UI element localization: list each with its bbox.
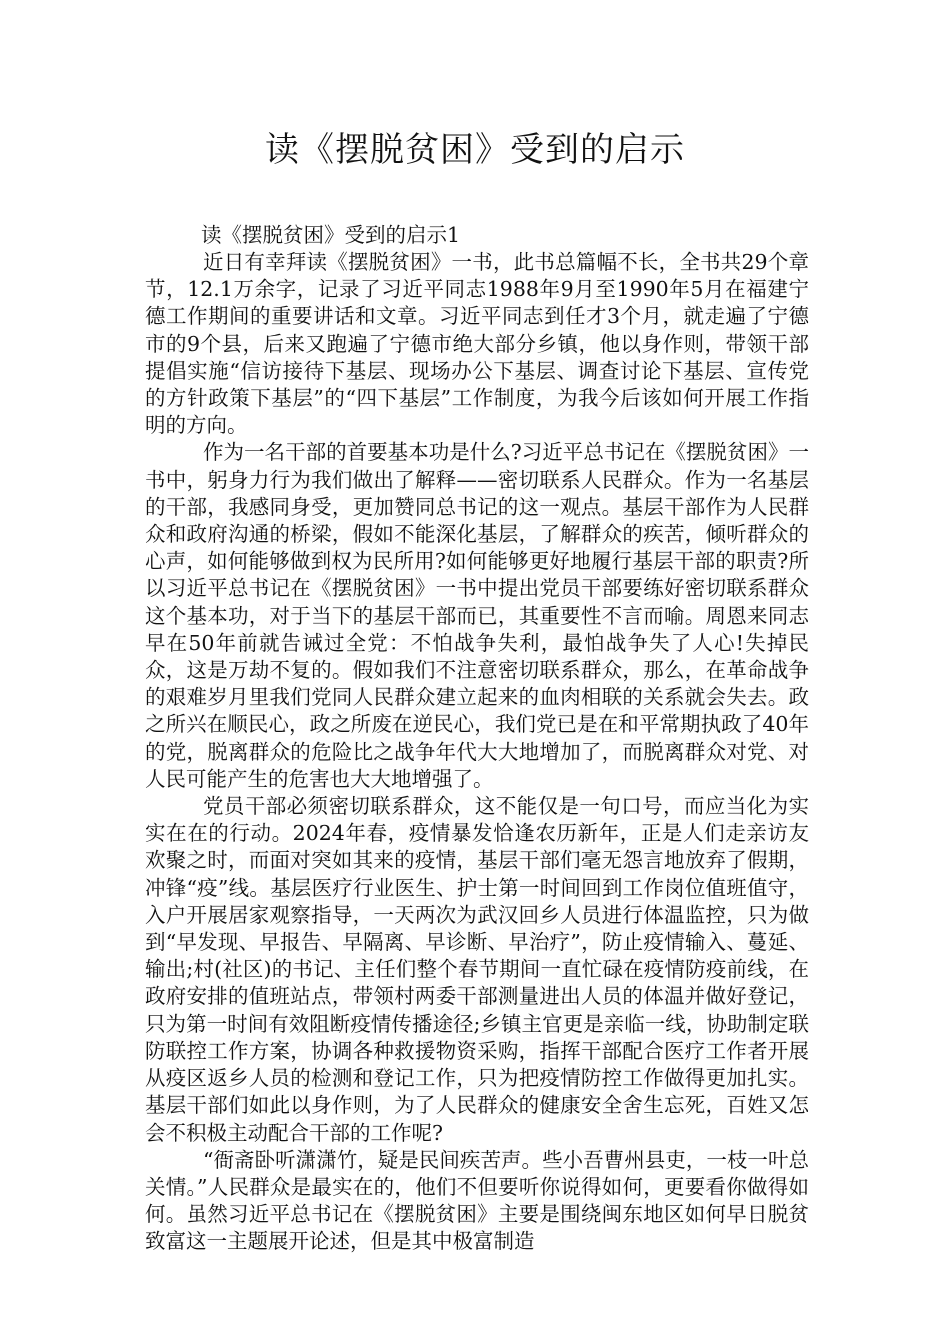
document-title: 读《摆脱贫困》受到的启示 [265, 130, 685, 170]
section-heading: 读《摆脱贫困》受到的启示1 [201, 223, 461, 247]
paragraph-3: 党员干部必须密切联系群众，这不能仅是一句口号，而应当化为实实在在的行动。2024年春，疫情暴发恰逢农历新年，正是人们走亲访友欢聚之时，而面对突如其来的疫情，基层干部们毫无怨言地放弃了假期，冲锋“疫”线。基层医疗行业医生、护士第一时间回到工作岗位值班值守，入户开展居家观察指导，一天两次为武汉回乡人员进行体温监控，只为做到“早发现、早报告、早隔离、早诊断、早治疗”，防止疫情输入、蔓延、输出;村(社区)的书记、主任们整个春节期间一直忙碌在疫情防疫前线，在政府安排的值班站点，带领村两委干部测量进出人员的体温并做好登记，只为第一时间有效阻断疫情传播途径;乡镇主官更是亲临一线，协助制定联防联控工作方案，协调各种救援物资采购，指挥干部配合医疗工作者开展从疫区返乡人员的检测和登记工作，只为把疫情防控工作做得更加扎实。基层干部们如此以身作则，为了人民群众的健康安全舍生忘死，百姓又怎会不积极主动配合干部的工作呢? [145, 794, 809, 1145]
paragraph-4: “衙斋卧听潇潇竹，疑是民间疾苦声。些小吾曹州县吏，一枝一叶总关情。”人民群众是最实在的，他们不但要听你说得如何，更要看你做得如何。虽然习近平总书记在《摆脱贫困》主要是围绕闽东地区如何早日脱贫致富这一主题展开论述，但是其中极富制造 [145, 1147, 809, 1254]
paragraph-2: 作为一名干部的首要基本功是什么?习近平总书记在《摆脱贫困》一书中，躬身力行为我们做出了解释——密切联系人民群众。作为一名基层的干部，我感同身受，更加赞同总书记的这一观点。基层干部作为人民群众和政府沟通的桥梁，假如不能深化基层，了解群众的疾苦，倾听群众的心声，如何能够做到权为民所用?如何能够更好地履行基层干部的职责?所以习近平总书记在《摆脱贫困》一书中提出党员干部要练好密切联系群众这个基本功，对于当下的基层干部而已，其重要性不言而喻。周恩来同志早在50年前就告诫过全党：不怕战争失利，最怕战争失了人心!失掉民众，这是万劫不复的。假如我们不注意密切联系群众，那么，在革命战争的艰难岁月里我们党同人民群众建立起来的血肉相联的关系就会失去。政之所兴在顺民心，政之所废在逆民心，我们党已是在和平常期执政了40年的党，脱离群众的危险比之战争年代大大地增加了，而脱离群众对党、对人民可能产生的危害也大大地增强了。 [145, 440, 809, 791]
document-body [145, 222, 809, 1256]
paragraph-1: 近日有幸拜读《摆脱贫困》一书，此书总篇幅不长，全书共29个章节，12.1万余字，记录了习近平同志1988年9月至1990年5月在福建宁德工作期间的重要讲话和文章。习近平同志到任才3个月，就走遍了宁德市的9个县，后来又跑遍了宁德市绝大部分乡镇，他以身作则，带领干部提倡实施“信访接待下基层、现场办公下基层、调查讨论下基层、宣传党的方针政策下基层”的“四下基层”工作制度，为我今后该如何开展工作指明的方向。 [145, 250, 809, 438]
